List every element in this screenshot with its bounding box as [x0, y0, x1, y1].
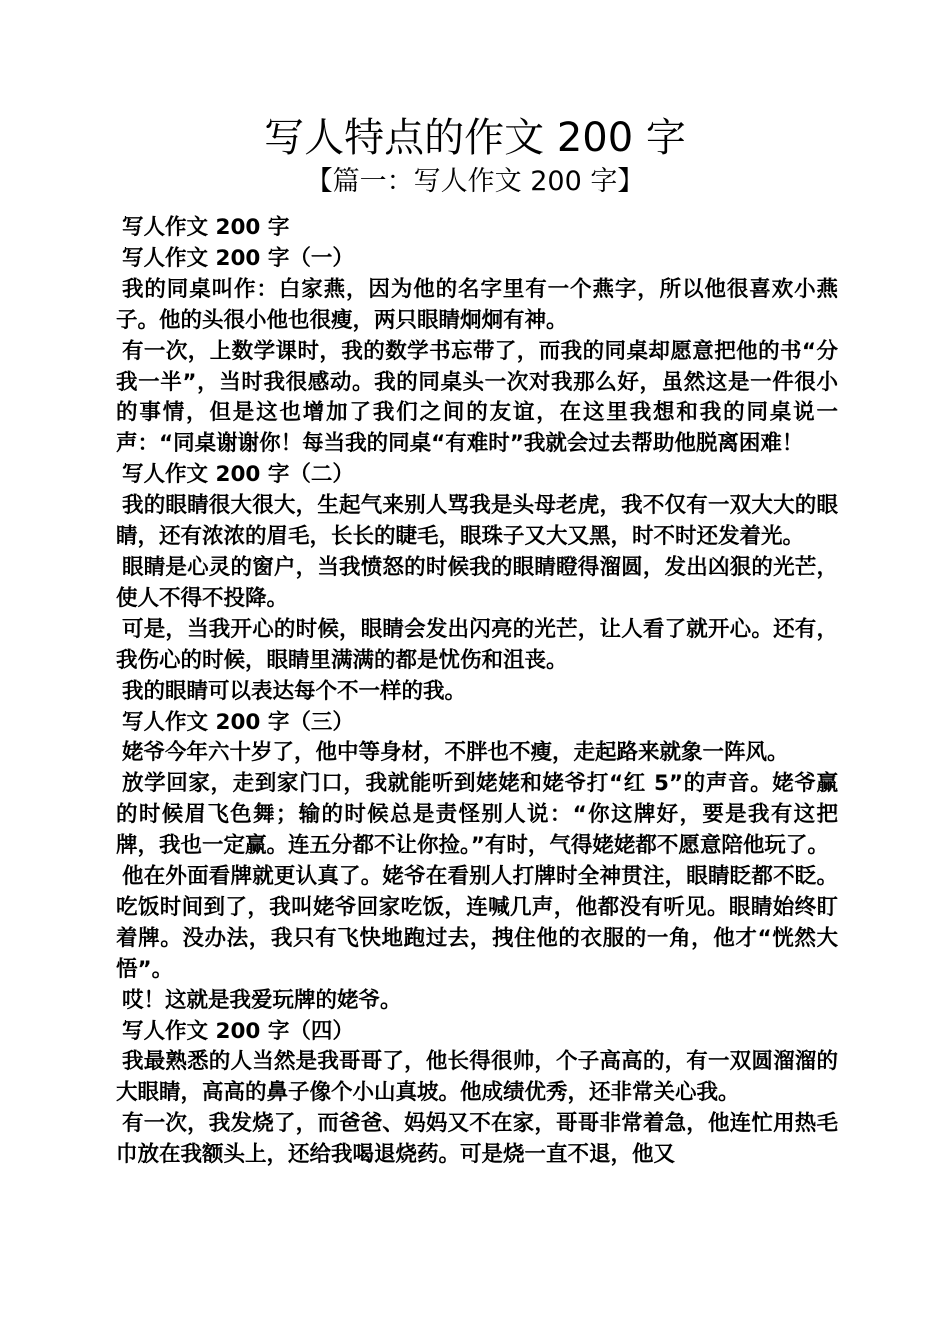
body-paragraph: 放学回家，走到家门口，我就能听到姥姥和姥爷打“红 5”的声音。姥爷赢的时候眉飞色舞；输的时候总是责怪别人说：“你这牌好，要是我有这把牌，我也一定赢。连五分都不让你捡。”有时，气得姥姥都不愿意陪他玩了。 — [116, 771, 838, 859]
section-heading: 写人作文 200 字 — [122, 215, 290, 240]
section-heading: 写人作文 200 字（四） — [122, 1018, 354, 1044]
body-paragraph: 有一次，我发烧了，而爸爸、妈妈又不在家，哥哥非常着急，他连忙用热毛巾放在我额头上，还给我喝退烧药。可是烧一直不退，他又 — [116, 1111, 838, 1168]
body-paragraph: 我最熟悉的人当然是我哥哥了，他长得很帅，个子高高的，有一双圆溜溜的大眼睛，高高的鼻子像个小山真坡。他成绩优秀，还非常关心我。 — [116, 1049, 838, 1106]
body-paragraph: 可是，当我开心的时候，眼睛会发出闪亮的光芒，让人看了就开心。还有，我伤心的时候，眼睛里满满的都是忧伤和沮丧。 — [116, 616, 838, 673]
body-paragraph: 我的同桌叫作：白家燕，因为他的名字里有一个燕字，所以他很喜欢小燕子。他的头很小他也很瘦，两只眼睛炯炯有神。 — [116, 276, 838, 333]
body-paragraph: 我的眼睛很大很大，生起气来别人骂我是头母老虎，我不仅有一双大大的眼睛，还有浓浓的眉毛，长长的睫毛，眼珠子又大又黑，时不时还发着光。 — [116, 493, 838, 550]
body-paragraph: 他在外面看牌就更认真了。姥爷在看别人打牌时全神贯注，眼睛眨都不眨。吃饭时间到了，我叫姥爷回家吃饭，连喊几声，他都没有听见。眼睛始终盯着牌。没办法，我只有飞快地跑过去，拽住他的衣服的一角，他才“恍然大悟”。 — [116, 864, 838, 982]
document-title: 写人特点的作文 200 字 — [264, 115, 686, 161]
document-body — [116, 213, 838, 1171]
body-paragraph: 有一次，上数学课时，我的数学书忘带了，而我的同桌却愿意把他的书“分我一半”，当时我很感动。我的同桌头一次对我那么好，虽然这是一件很小的事情，但是这也增加了我们之间的友谊，在这里我想和我的同桌说一声：“同桌谢谢你！每当我的同桌“有难时”我就会过去帮助他脱离困难！ — [116, 338, 838, 457]
document-subtitle: 【篇一：写人作文 200 字】 — [305, 166, 645, 197]
section-heading: 写人作文 200 字（三） — [122, 709, 354, 735]
section-heading: 写人作文 200 字（一） — [122, 245, 354, 271]
body-paragraph: 哎！这就是我爱玩牌的姥爷。 — [122, 987, 402, 1013]
section-heading: 写人作文 200 字（二） — [122, 462, 354, 488]
body-paragraph: 我的眼睛可以表达每个不一样的我。 — [122, 678, 467, 704]
body-paragraph: 姥爷今年六十岁了，他中等身材，不胖也不瘦，走起路来就象一阵风。 — [122, 740, 789, 766]
body-paragraph: 眼睛是心灵的窗户，当我愤怒的时候我的眼睛瞪得溜圆，发出凶狠的光芒，使人不得不投降。 — [116, 554, 838, 611]
